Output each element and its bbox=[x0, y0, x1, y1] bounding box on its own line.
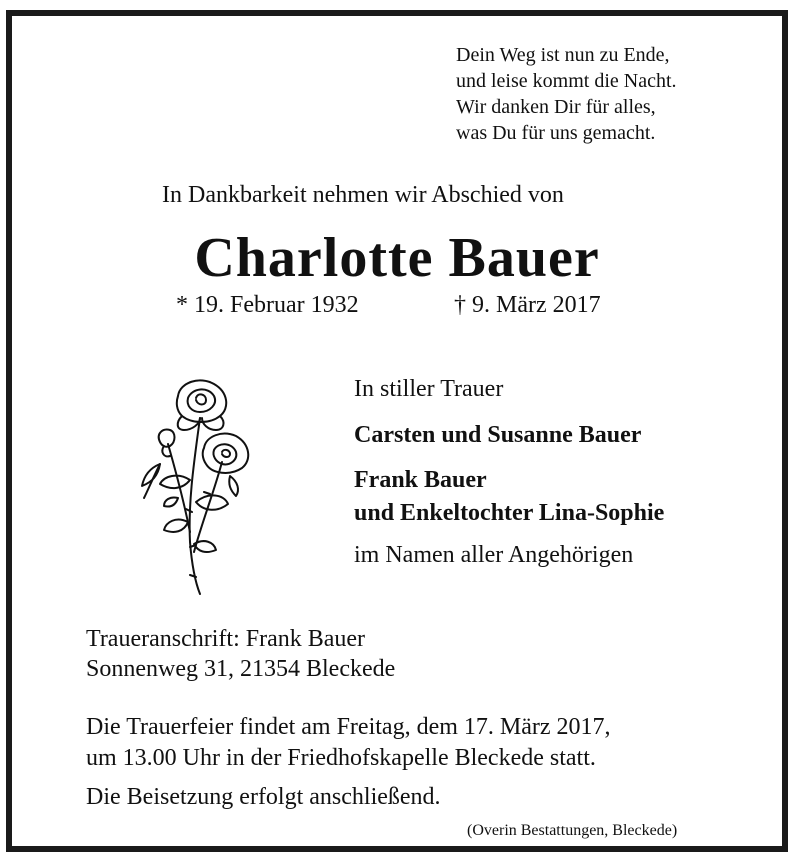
poem-line: Dein Weg ist nun zu Ende, bbox=[456, 44, 670, 66]
mourning-address bbox=[86, 624, 395, 684]
mourning-closing: im Namen aller Angehörigen bbox=[354, 542, 634, 568]
obituary-notice bbox=[6, 10, 788, 852]
mourner-line: Frank Bauer bbox=[354, 467, 487, 493]
intro-text: In Dankbarkeit nehmen wir Abschied von bbox=[162, 182, 564, 208]
birth-date: * 19. Februar 1932 bbox=[176, 292, 359, 318]
address-line: Sonnenweg 31, 21354 Bleckede bbox=[86, 656, 396, 682]
poem-line: Wir danken Dir für alles, bbox=[456, 96, 656, 118]
burial-info: Die Beisetzung erfolgt anschließend. bbox=[86, 784, 441, 810]
rose-illustration bbox=[130, 372, 260, 602]
mourning-heading: In stiller Trauer bbox=[354, 376, 504, 402]
funeral-service-info bbox=[86, 712, 611, 774]
poem-line: was Du für uns gemacht. bbox=[456, 122, 656, 144]
poem-line: und leise kommt die Nacht. bbox=[456, 70, 677, 92]
memorial-poem bbox=[456, 42, 677, 146]
service-line: Die Trauerfeier findet am Freitag, dem 17. März 2017, bbox=[86, 714, 611, 740]
service-line: um 13.00 Uhr in der Friedhofskapelle Bleckede statt. bbox=[86, 745, 596, 771]
deceased-name: Charlotte Bauer bbox=[194, 227, 600, 289]
address-line: Traueranschrift: Frank Bauer bbox=[86, 626, 366, 652]
mourner-line: und Enkeltochter Lina-Sophie bbox=[354, 500, 665, 526]
mourner-family-1: Carsten und Susanne Bauer bbox=[354, 422, 642, 448]
mourner-family-2 bbox=[354, 464, 664, 530]
death-date: † 9. März 2017 bbox=[454, 292, 601, 318]
funeral-home-credit: (Overin Bestattungen, Bleckede) bbox=[467, 822, 678, 839]
